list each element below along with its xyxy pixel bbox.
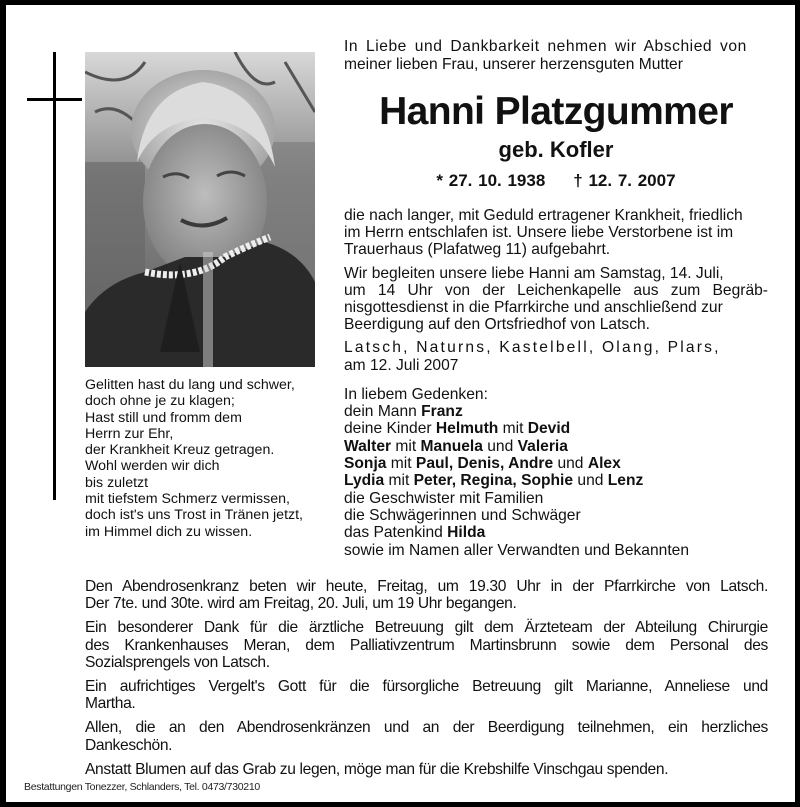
family-line: dein Mann Franz [344,403,463,421]
thanks-medical-paragraph: Ein besonderer Dank für die ärztliche Betreuung gilt dem Ärzteteam der Abteilung Chirurgie des Krankenhauses Meran, dem Palliativzentrum Martinsbrunn sowie dem Personal des Sozialsprengels von Latsch. [85,619,768,671]
poem-line: Gelitten hast du lang und schwer, [85,377,295,393]
funeral-paragraph [344,265,768,334]
cross-icon-bar [27,98,82,101]
poem-line: bis zuletzt [85,474,149,491]
family-line: sowie im Namen aller Verwandten und Bekannten [344,541,689,559]
intro-line: In Liebe und Dankbarkeit nehmen wir Abschied von [344,38,747,55]
donation-paragraph: Anstatt Blumen auf das Grab zu legen, möge man für die Krebshilfe Vinschgau spenden. [85,760,669,778]
poem-line: der Krankheit Kreuz getragen. [85,442,275,459]
portrait-image [85,52,315,367]
funeral-home-credit: Bestattungen Tonezzer, Schlanders, Tel. 0473/730210 [24,781,260,793]
text-line: Trauerhaus (Plafatweg 11) aufgebahrt. [344,241,611,259]
intro-line: meiner lieben Frau, unserer herzensguten Mutter [344,55,683,73]
poem [85,377,340,540]
poem-line: Herrn zur Ehr, [85,425,174,442]
life-dates [344,171,768,191]
poem-line: Hast still und fromm dem [85,409,242,426]
deceased-name: Hanni Platzgummer [379,90,733,133]
portrait-photo [85,52,315,367]
text-line: die nach langer, mit Geduld ertragener Krankheit, friedlich [344,207,743,224]
family-line: die Schwägerinnen und Schwäger [344,506,581,524]
announcements [85,578,768,785]
places: Latsch, Naturns, Kastelbell, Olang, Plars, [344,339,721,357]
poem-line: im Himmel dich zu wissen. [85,523,253,540]
family-heading: In liebem Gedenken: [344,385,488,403]
family-line: deine Kinder Helmuth mit Devid [344,420,571,438]
text-line: nisgottesdienst in die Pfarrkirche und anschließend zur [344,299,723,317]
main-column [344,38,768,559]
intro-text [344,38,768,73]
family-line: Lydia mit Peter, Regina, Sophie und Lenz [344,472,644,490]
text-line: Beerdigung auf den Ortsfriedhof von Latsch. [344,316,651,334]
family-line: Sonja mit Paul, Denis, Andre und Alex [344,455,621,473]
poem-line: Wohl werden wir dich [85,458,220,475]
death-paragraph [344,207,768,259]
rosary-paragraph: Den Abendrosenkranz beten wir heute, Freitag, um 19.30 Uhr in der Pfarrkirche von Latsch. Der 7te. und 30te. wird am Freitag, 20. Juli, um 19 Uhr begangen. [85,578,768,613]
poem-line: doch ist's uns Trost in Tränen jetzt, [85,507,303,524]
date-line: am 12. Juli 2007 [344,356,459,374]
family-line: das Patenkind Hilda [344,524,486,542]
death-date: † 12. 7. 2007 [573,171,676,190]
maiden-name: geb. Kofler [498,137,614,162]
poem-line: mit tiefstem Schmerz vermissen, [85,491,290,508]
family-line: die Geschwister mit Familien [344,489,544,507]
text-line: im Herrn entschlafen ist. Unsere liebe Verstorbene ist im [344,224,734,242]
cross-icon [53,52,56,500]
text-line: Wir begleiten unsere liebe Hanni am Samstag, 14. Juli, [344,264,724,282]
place-date [344,339,768,373]
family-line: Walter mit Manuela und Valeria [344,437,568,455]
text-line: um 14 Uhr von der Leichenkapelle aus zum Begräb- [344,281,768,299]
thanks-care-paragraph: Ein aufrichtiges Vergelt's Gott für die fürsorgliche Betreuung gilt Marianne, Anneliese und Martha. [85,678,768,713]
poem-line: doch ohne je zu klagen; [85,393,235,410]
family-list [344,386,768,559]
thanks-attendees-paragraph: Allen, die an den Abendrosenkränzen und an der Beerdigung teilnehmen, ein herzliches Dankeschön. [85,719,768,754]
birth-date: * 27. 10. 1938 [436,171,546,190]
